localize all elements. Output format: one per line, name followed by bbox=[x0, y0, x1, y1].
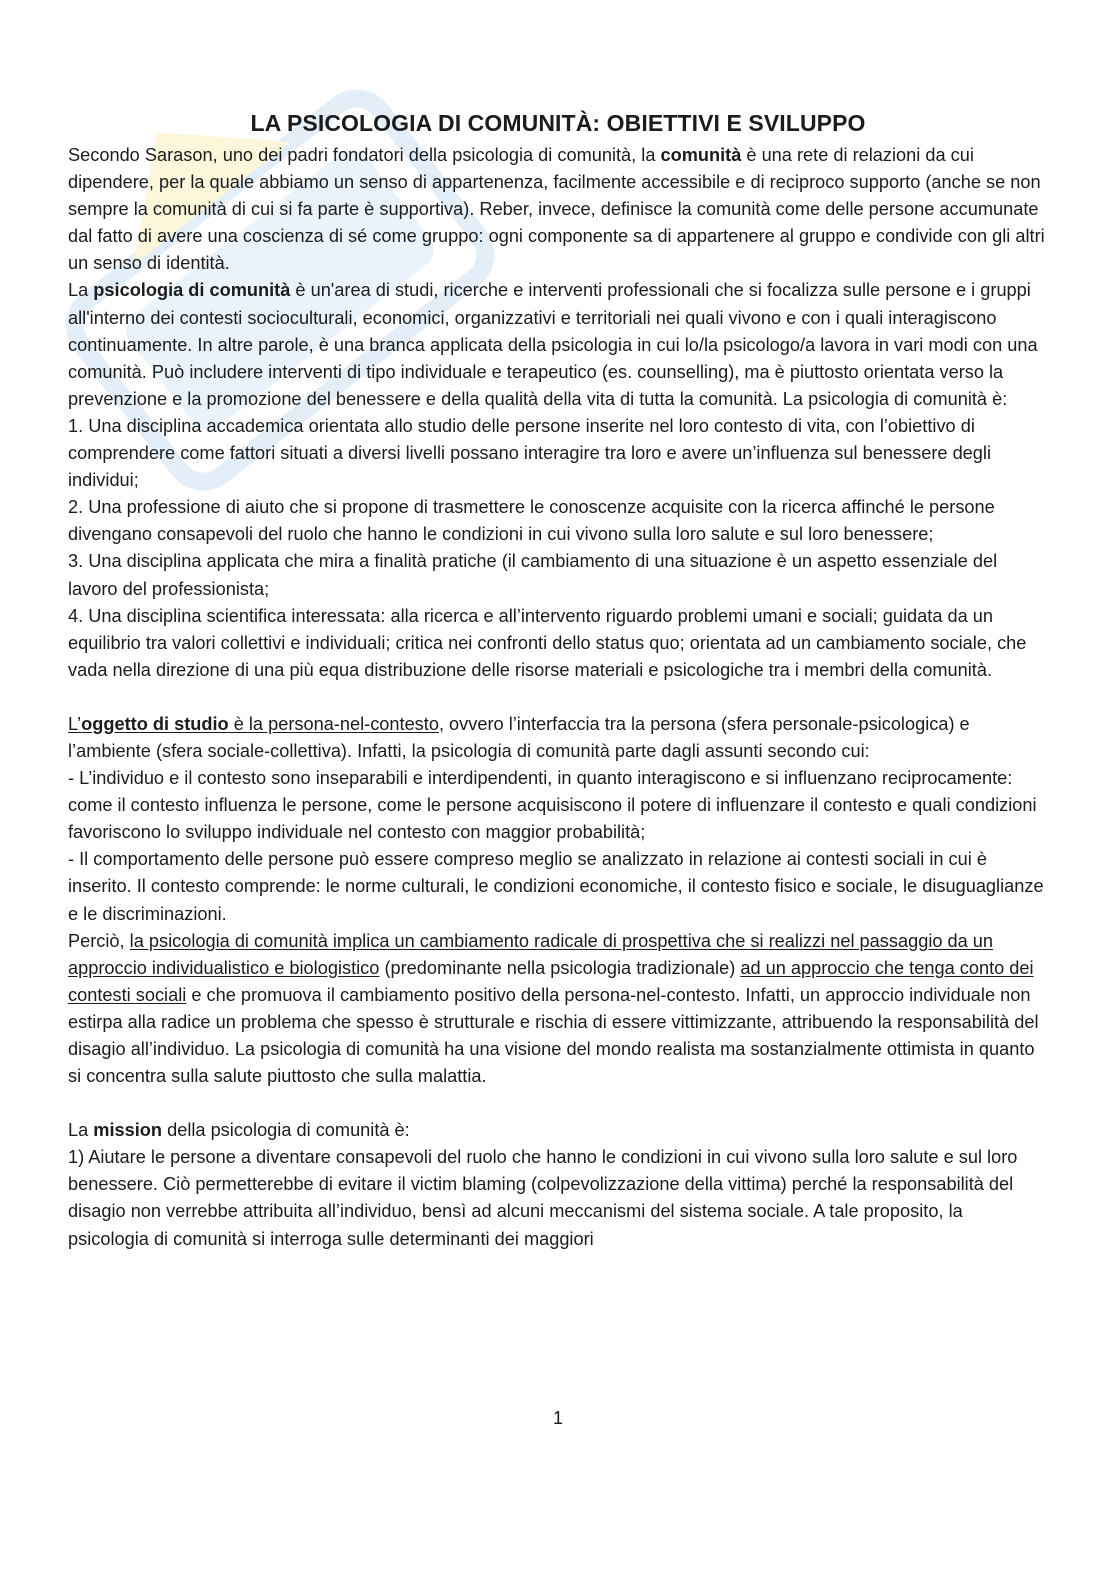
keyword-comunita: comunità bbox=[660, 145, 742, 165]
therefore-paragraph: Perciò, la psicologia di comunità implica un cambiamento radicale di prospettiva che si realizzi nel passaggio da un approccio individualistico e biologistico (predominante nella psicologia tradizionale) ad un approccio che tenga conto dei contesti sociali e che promuova il cambiamento positivo della persona-nel-contesto. Infatti, un approccio individuale non estirpa alla radice un problema che spesso è strutturale e rischia di essere vittimizzante, attribuendo la responsabilità del disagio all’individuo. La psicologia di comunità ha una visione del mondo realista ma sostanzialmente ottimista in quanto si concentra sulla salute piuttosto che sulla malattia. bbox=[68, 930, 1039, 1087]
page-number: 1 bbox=[552, 1408, 563, 1428]
intro-paragraph: Secondo Sarason, uno dei padri fondatori della psicologia di comunità, la comunità è una rete di relazioni da cui dipendere, per la quale abbiamo un senso di appartenenza, facilmente accessibile e di reciproco supporto (anche se non sempre la comunità di cui si fa parte è supportiva). Reber, invece, definisce la comunità come delle persone accumunate dal fatto di avere una coscienza di sé come gruppo: ogni componente sa di appartenere al gruppo e condivide con gli altri un senso di identità. bbox=[68, 145, 1045, 274]
list-item: 1. Una disciplina accademica orientata allo studio delle persone inserite nel loro contesto di vita, con l’obiettivo di comprendere come fattori situati a diversi livelli possano interagire tra loro e avere un’influenza sul benessere degli individui; bbox=[68, 415, 991, 491]
keyword-psicologia-di-comunita: psicologia di comunità bbox=[93, 280, 291, 301]
underlined-phrase: la psicologia di comunità implica un cambiamento radicale di prospettiva che si realizzi nel passaggio da un approccio individualistico e biologistico bbox=[68, 930, 994, 978]
mission-item: 1) Aiutare le persone a diventare consapevoli del ruolo che hanno le condizioni in cui vivono sulla loro salute e sul loro benessere. Ciò permetterebbe di evitare il victim blaming (colpevolizzazione della vittima) perché la responsabilità del disagio non verrebbe attribuita all’individuo, bensì ad alcuni meccanismi del sistema sociale. A tale proposito, la psicologia di comunità si interroga sulle determinanti dei maggiori bbox=[68, 1147, 1018, 1249]
underlined-phrase: ad un approccio che tenga conto dei contesti sociali bbox=[68, 957, 1034, 1005]
mission-heading: La mission della psicologia di comunità è: bbox=[68, 1120, 410, 1141]
paragraph-gap bbox=[68, 1090, 1048, 1117]
keyword-oggetto-di-studio: oggetto di studio bbox=[81, 713, 229, 734]
list-item: 4. Una disciplina scientifica interessata: alla ricerca e all’intervento riguardo problemi umani e sociali; guidata da un equilibrio tra valori collettivi e individuali; critica nei confronti dello status quo; orientata ad un cambiamento sociale, che vada nella direzione di una più equa distribuzione delle risorse materiali e psicologiche tra i membri della comunità. bbox=[68, 605, 1027, 680]
page-title: LA PSICOLOGIA DI COMUNITÀ: OBIETTIVI E SVILUPPO bbox=[250, 110, 866, 136]
keyword-mission: mission bbox=[93, 1120, 163, 1141]
definition-paragraph: La psicologia di comunità è un'area di studi, ricerche e interventi professionali che si focalizza sulle persone e i gruppi all'interno dei contesti socioculturali, economici, organizzativi e territoriali nei quali vivono e con i quali interagiscono continuamente. In altre parole, è una branca applicata della psicologia in cui lo/la psicologo/a lavora in vari modi con una comunità. Può includere interventi di tipo individuale e terapeutico (es. counselling), ma è piuttosto orientata verso la prevenzione e la promozione del benessere e della qualità della vita di tutta la comunità. La psicologia di comunità è: bbox=[68, 280, 1038, 409]
document-page bbox=[68, 108, 1048, 1253]
assumption-item: - L’individuo e il contesto sono inseparabili e interdipendenti, in quanto interagiscono e si influenzano reciprocamente: come il contesto influenza le persone, come le persone acquisiscono il potere di influenzare il contesto e quali condizioni favoriscono lo sviluppo individuale nel contesto con maggior probabilità; bbox=[68, 768, 1037, 843]
list-item: 2. Una professione di aiuto che si propone di trasmettere le conoscenze acquisite con la ricerca affinché le persone divengano consapevoli del ruolo che hanno le condizioni in cui vivono sulla loro salute e sul loro benessere; bbox=[68, 497, 995, 545]
object-paragraph: L’oggetto di studio è la persona-nel-contesto, ovvero l’interfaccia tra la persona (sfera personale-psicologica) e l’ambiente (sfera sociale-collettiva). Infatti, la psicologia di comunità parte dagli assunti secondo cui: bbox=[68, 713, 970, 761]
paragraph-gap bbox=[68, 684, 1048, 711]
assumption-item: - Il comportamento delle persone può essere compreso meglio se analizzato in relazione ai contesti sociali in cui è inserito. Il contesto comprende: le norme culturali, le condizioni economiche, il contesto fisico e sociale, le disuguaglianze e le discriminazioni. bbox=[68, 849, 1044, 924]
list-item: 3. Una disciplina applicata che mira a finalità pratiche (il cambiamento di una situazione è un aspetto essenziale del lavoro del professionista; bbox=[68, 551, 998, 599]
